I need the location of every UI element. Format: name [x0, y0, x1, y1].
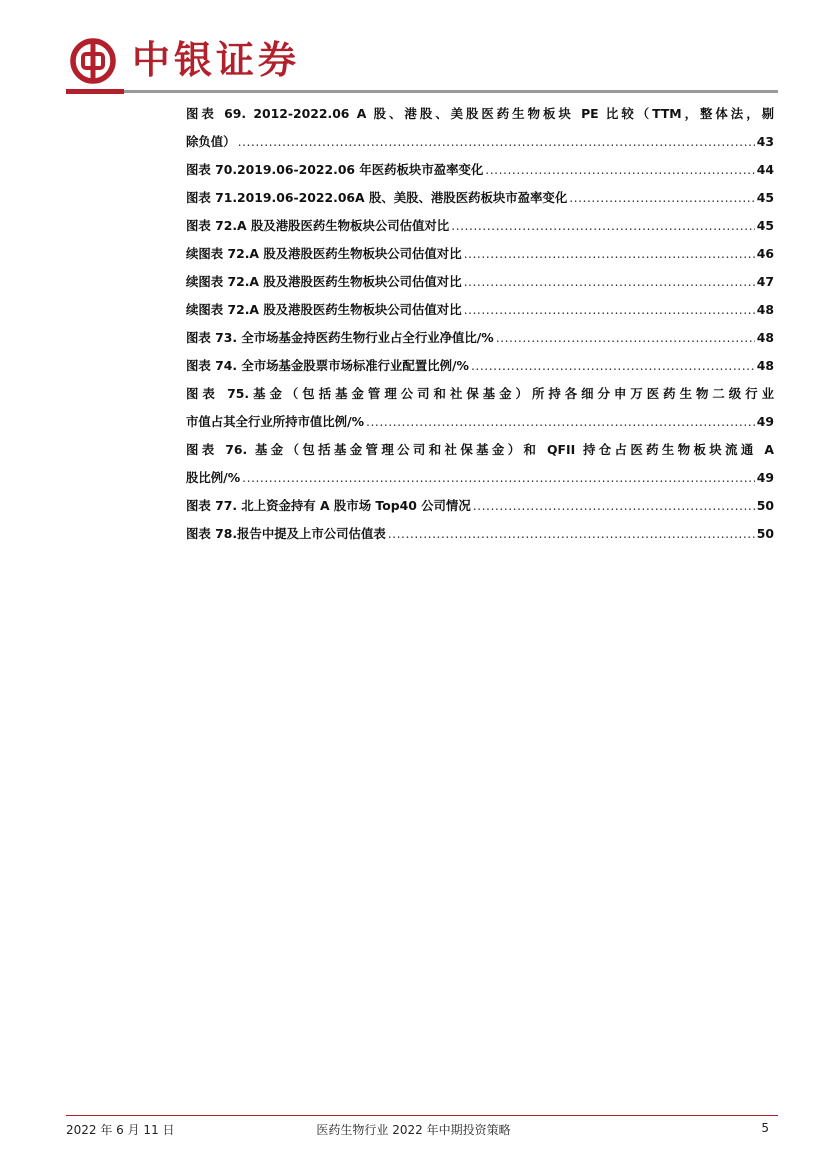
toc-leader	[388, 520, 755, 548]
toc-entry[interactable]	[186, 268, 774, 296]
header-rule-accent	[66, 89, 124, 94]
toc-entry-page: 43	[756, 134, 774, 149]
toc-entry[interactable]	[186, 212, 774, 240]
toc-entry-title: 图表 72.A 股及港股医药生物板块公司估值对比	[186, 218, 450, 233]
toc-entry-title: 图表 73. 全市场基金持医药生物行业占全行业净值比/%	[186, 330, 494, 345]
toc-entry-title: 图表 69. 2012-2022.06 A 股、港股、美股医药生物板块 PE 比较（TTM，整体法，剔	[186, 106, 774, 121]
toc-entry-title: 图表 77. 北上资金持有 A 股市场 Top40 公司情况	[186, 498, 471, 513]
toc-entry[interactable]	[186, 436, 774, 492]
toc-entry[interactable]	[186, 352, 774, 380]
toc-leader	[464, 240, 755, 268]
toc-entry-page: 44	[756, 162, 774, 177]
toc-leader	[464, 268, 755, 296]
toc-leader	[471, 352, 755, 380]
footer-date: 2022 年 6 月 11 日	[66, 1123, 175, 1137]
toc-entry[interactable]	[186, 240, 774, 268]
toc-entry-title-cont: 除负值）	[186, 134, 236, 149]
toc-entry-page: 50	[756, 498, 774, 513]
toc-entry-title-cont: 股比例/%	[186, 470, 241, 485]
toc-entry-page: 48	[756, 302, 774, 317]
brand-name: 中银证券	[132, 37, 301, 82]
toc-entry-page: 48	[756, 330, 774, 345]
toc-entry-title: 图表 78.报告中提及上市公司估值表	[186, 526, 386, 541]
footer-rule	[66, 1115, 778, 1116]
footer-title: 医药生物行业 2022 年中期投资策略	[316, 1123, 511, 1137]
toc-leader	[569, 184, 755, 212]
bank-of-china-logo-icon	[70, 38, 116, 84]
toc-leader	[464, 296, 755, 324]
toc-leader	[485, 156, 754, 184]
toc-entry[interactable]	[186, 380, 774, 436]
header-rule	[124, 90, 778, 93]
toc-leader	[451, 212, 755, 240]
toc-entry[interactable]	[186, 100, 774, 156]
toc-leader	[242, 464, 755, 492]
toc-entry-title: 图表 76. 基金（包括基金管理公司和社保基金）和 QFII 持仓占医药生物板块流通 A	[186, 442, 774, 457]
toc-entry-title: 图表 71.2019.06-2022.06A 股、美股、港股医药板块市盈率变化	[186, 190, 568, 205]
toc-entry[interactable]	[186, 324, 774, 352]
toc-entry-page: 45	[756, 190, 774, 205]
toc-leader	[238, 128, 755, 156]
toc-entry-page: 45	[756, 218, 774, 233]
toc-entry-page: 46	[756, 246, 774, 261]
toc-entry-page: 49	[756, 470, 774, 485]
toc-entry-title: 续图表 72.A 股及港股医药生物板块公司估值对比	[186, 274, 462, 289]
toc-entry-title: 图表 70.2019.06-2022.06 年医药板块市盈率变化	[186, 162, 484, 177]
toc-entry[interactable]	[186, 296, 774, 324]
footer-page-number: 5	[761, 1121, 769, 1135]
toc-entry-title: 图表 74. 全市场基金股票市场标准行业配置比例/%	[186, 358, 469, 373]
table-of-figures	[186, 100, 774, 548]
toc-leader	[496, 324, 755, 352]
toc-entry-page: 49	[756, 414, 774, 429]
toc-entry-page: 50	[756, 526, 774, 541]
toc-leader	[366, 408, 755, 436]
toc-entry[interactable]	[186, 184, 774, 212]
toc-entry-title: 续图表 72.A 股及港股医药生物板块公司估值对比	[186, 246, 462, 261]
toc-entry-title-cont: 市值占其全行业所持市值比例/%	[186, 414, 365, 429]
toc-leader	[473, 492, 755, 520]
toc-entry-title: 图表 75.基金（包括基金管理公司和社保基金）所持各细分申万医药生物二级行业	[186, 386, 774, 401]
toc-entry-title: 续图表 72.A 股及港股医药生物板块公司估值对比	[186, 302, 462, 317]
toc-entry-page: 48	[756, 358, 774, 373]
toc-entry-page: 47	[756, 274, 774, 289]
toc-entry[interactable]	[186, 492, 774, 520]
toc-entry[interactable]	[186, 520, 774, 548]
toc-entry[interactable]	[186, 156, 774, 184]
